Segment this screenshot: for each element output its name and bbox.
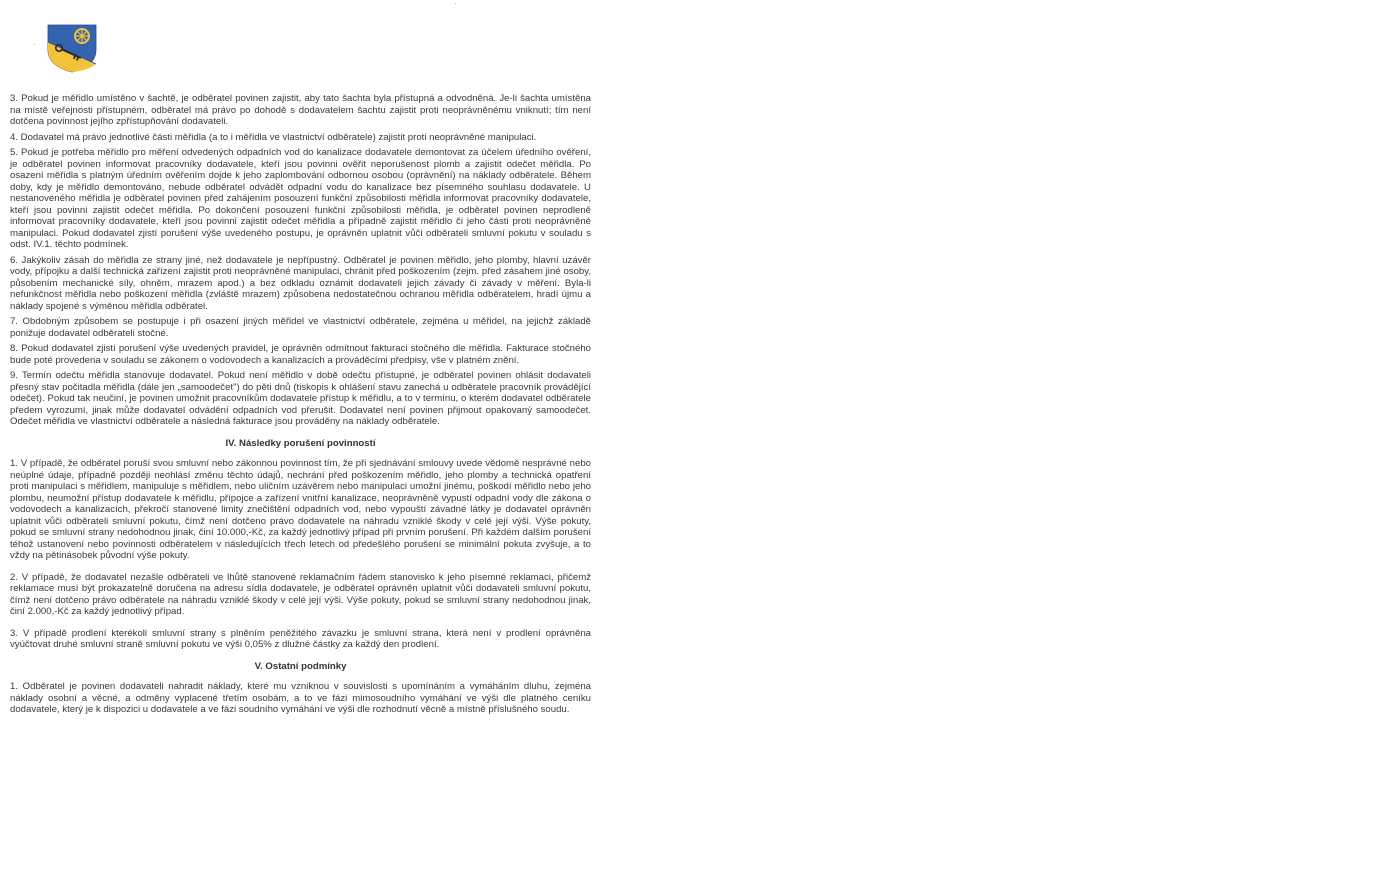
coat-of-arms-icon [45, 24, 99, 73]
paragraph-iv-1: 1. V případě, že odběratel poruší svou smluvní nebo zákonnou povinnost tím, že při sjednávání smlouvy uvede vědomě nesprávné nebo neúplné údaje, případně později neohlásí změnu těchto údajů, nechrání před poškozením měřidlo, jeho plomby a technická opatření proti manipulaci s měřidlem, manipuluje s měřidlem, nebo uličním uzávěrem nebo manipulaci umožní jinému, poškodí měřidlo nebo jeho plombu, neumožní přístup dodavatele k měřidlu, přípojce a zařízení vnitřní kanalizace, neoprávněně vypustí odpadní vody dle zákona o vodovodech a kanalizacích, překročí stanovené limity znečištění odpadních vod, nebo vypouští závadné látky je dodavatel oprávněn uplatnit vůči odběrateli smluvní pokutu, čímž není dotčeno právo dodavatele na náhradu vzniklé škody v celé její výši. Výše pokuty, pokud se smluvní strany nedohodnou jinak, činí 10.000,-Kč, za každý jednotlivý případ při prvním porušení. Při každém dalším porušení téhož ustanovení nebo povinnosti odběratelem v následujících třech letech od předešlého porušení se minimální pokuta zvyšuje, a to vždy na pětinásobek původní výše pokuty. [10, 458, 591, 561]
scan-speck [455, 3, 456, 4]
paragraph-iii-5: 5. Pokud je potřeba měřidlo pro měření odvedených odpadních vod do kanalizace dodavatele demontovat za účelem úředního ověření, je odběratel povinen informovat pracovníky dodavatele, kteří jsou povinni ověřit neporušenost plomb a zajistit odečet měřidla. Po osazení měřidla s platným úředním ověřením dojde k jeho zaplombování odbornou osobou (oprávnění) na náklady odběratele. Během doby, kdy je měřidlo demontováno, nebude odběratel odvádět odpadní vodu do kanalizace bez písemného souhlasu dodavatele. U nestanoveného měřidla je odběratel povinen před zahájením posouzení funkční způsobilosti měřidla informovat pracovníky dodavatele, kteří jsou povinni zajistit odečet měřidla. Po dokončení posouzení funkční způsobilosti měřidla, je odběratel povinen neprodleně informovat pracovníky dodavatele, kteří jsou povinni zajistit odečet měřidla a případně zajistit měřidlo či jeho části proti neoprávněné manipulaci. Pokud dodavatel zjistí porušení výše uvedeného postupu, je oprávněn uplatnit vůči odběrateli smluvní pokutu v souladu s odst. IV.1. těchto podmínek. [10, 147, 591, 250]
section-v-heading: V. Ostatní podmínky [254, 660, 347, 672]
paragraph-iii-7: 7. Obdobným způsobem se postupuje i při osazení jiných měřidel ve vlastnictví odběratele, zejména u měřidel, na jejichž základě ponižuje dodavatel odběrateli stočné. [10, 316, 591, 339]
document-text [10, 93, 591, 720]
paragraph-iii-6: 6. Jakýkoliv zásah do měřidla ze strany jiné, než dodavatele je nepřípustný. Odběratel je povinen měřidlo, jeho plomby, hlavní uzávěr vody, přípojku a další technická zařízení zajistit proti neoprávněné manipulaci, chránit před poškozením (zejm. před zásahem jiné osoby, působením mechanické síly, ohněm, mrazem apod.) a bez odkladu oznámit dodavateli jejich závady či závady v měření. Byla-li nefunkčnost měřidla nebo poškození měřidla (zvláště mrazem) způsobena nedostatečnou ochranou měřidla odběratelem, hradí újmu a náklady spojené s výměnou měřidla odběratel. [10, 254, 591, 312]
paragraph-iv-2: 2. V případě, že dodavatel nezašle odběrateli ve lhůtě stanovené reklamačním řádem stanovisko k jeho písemné reklamaci, přičemž reklamace musí být prokazatelně doručena na adresu sídla dodavatele, je odběratel oprávněn uplatnit vůči dodavateli smluvní pokutu, čímž není dotčeno právo odběratele na náhradu vzniklé škody v celé její výši. Výše pokuty, pokud se smluvní strany nedohodnou jinak, činí 2.000,-Kč za každý jednotlivý případ. [10, 571, 591, 617]
scan-speck [34, 44, 35, 45]
paragraph-iv-3: 3. V případě prodlení kterékoli smluvní strany s plněním peněžitého závazku je smluvní strana, která není v prodlení oprávněna vyúčtovat druhé smluvní straně smluvní pokutu ve výši 0,05% z dlužné částky za každý den prodlení. [10, 627, 591, 650]
paragraph-iii-3: 3. Pokud je měřidlo umístěno v šachtě, je odběratel povinen zajistit, aby tato šachta byla přístupná a odvodněná. Je-li šachta umístěna na místě veřejnosti přístupném, odběratel má právo po dohodě s dodavatelem šachtu zajistit proti neoprávněnému vniknutí; tím není dotčena povinnost jejího zpřístupňování dodavateli. [10, 93, 591, 127]
paragraph-iii-8: 8. Pokud dodavatel zjistí porušení výše uvedených pravidel, je oprávněn odmítnout fakturaci stočného dle měřidla. Fakturace stočného bude poté provedena v souladu se zákonem o vodovodech a kanalizacích a prováděcími předpisy, vše v platném znění. [10, 343, 591, 366]
paragraph-v-1: 1. Odběratel je povinen dodavateli nahradit náklady, které mu vzniknou v souvislosti s upomínáním a vymáháním dluhu, zejména náklady osobní a věcné, a odměny vyplacené třetím osobám, a to ve fázi mimosoudního vymáhání ve výši dle platného ceníku dodavatele, který je k dispozici u dodavatele a ve fázi soudního vymáhání ve výši dle rozhodnutí věcně a místně příslušného soudu. [10, 681, 591, 715]
section-iv-heading: IV. Následky porušení povinností [225, 437, 376, 449]
paragraph-iii-9: 9. Termín odečtu měřidla stanovuje dodavatel. Pokud není měřidlo v době odečtu přístupné, je odběratel povinen ohlásit dodavateli přesný stav počitadla měřidla (dále jen „samoodečet") do pěti dnů (tiskopis k ohlášení stavu zanechá u odběratele pracovník provádějící odečet). Pokud tak neučiní, je povinen umožnit pracovníkům dodavatele přístup k měřidlu, a to v termínu, o kterém dodavatel odběratele předem vyrozumí, jinak může dodavatel odvádění odpadních vod přerušit. Dodavatel není povinen přijmout opakovaný samoodečet. Odečet měřidla ve vlastnictví odběratele a následná fakturace jsou prováděny na náklady odběratele. [10, 370, 591, 427]
paragraph-iii-4: 4. Dodavatel má právo jednotlivé části měřidla (a to i měřidla ve vlastnictví odběratele) zajistit proti neoprávněné manipulaci. [10, 131, 537, 143]
